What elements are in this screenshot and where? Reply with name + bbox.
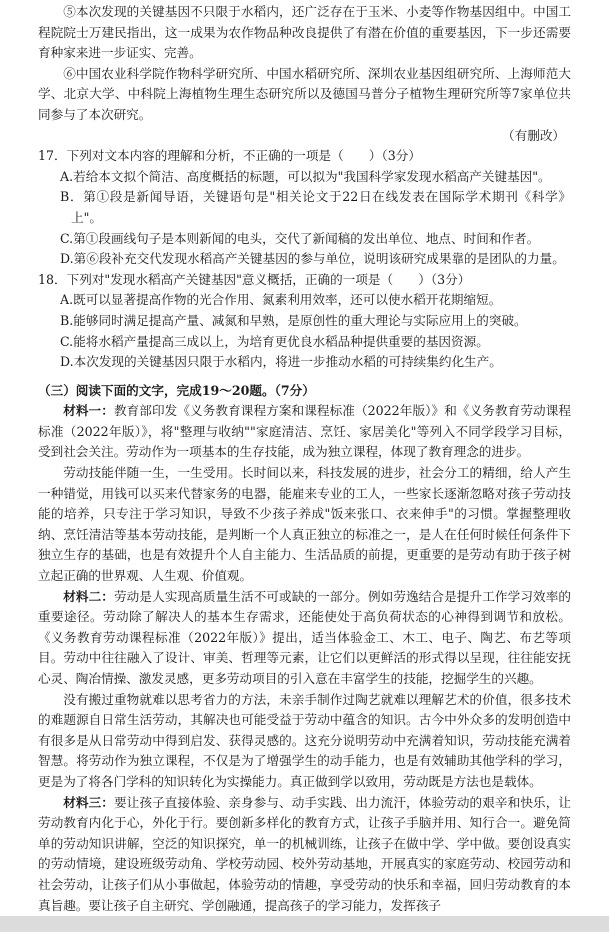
material-2-paragraph-1: [38, 587, 571, 690]
question-17-option-b: B．第①段是新闻导语，关键语句是"相关论文于22日在线发表在国际学术期刊《科学》上"。: [60, 189, 571, 225]
page-bottom-band: [0, 916, 609, 932]
question-18: [38, 270, 571, 373]
material-2-paragraph-2: 没有搬过重物就难以思考省力的方法，未亲手制作过陶艺就难以理解艺术的价值，很多技术的难题源自日常生活劳动，其解决也可能受益于劳动中蕴含的知识。古今中外众多的发明创造中有很多是从日常劳动中得到启发、获得灵感的。这充分说明劳动中充满着知识，劳动技能充满着智慧。将劳动作为独立课程，不仅是为了增强学生的动手能力，也是有效辅助其他学科的学习，更是为了将各门学科的知识转化为实操能力。真正做到学以致用，劳动既是方法也是载体。: [38, 691, 571, 789]
question-17-option-d: D.第⑥段补充交代发现水稻高产关键基因的参与单位，说明该研究成果靠的是团队的力量。: [60, 251, 565, 267]
question-17-option-a: A.若给本文拟个简洁、高度概括的标题，可以拟为"我国科学家发现水稻高产关键基因"。: [60, 168, 551, 184]
material-2-label: 材料二：: [63, 588, 114, 604]
material-1-paragraph-1: [38, 401, 571, 463]
question-18-option-d: D.本次发现的关键基因只限于水稻内，将进一步推动水稻的可持续集约化生产。: [60, 354, 502, 370]
question-17-option-c: C.第①段画线句子是本则新闻的电头，交代了新闻稿的发出单位、地点、时间和作者。: [60, 230, 540, 246]
source-note: （有删改）: [502, 127, 565, 143]
question-18-option-b: B.能够同时满足提高产量、减氮和早熟，是原创性的重大理论与实际应用上的突破。: [60, 312, 527, 328]
question-18-option-c: C.能将水稻产量提高三成以上，为培育更优良水稻品种提供重要的基因资源。: [60, 333, 489, 349]
question-18-option-a: A.既可以显著提高作物的光合作用、氮素利用效率，还可以使水稻开花期缩短。: [60, 292, 502, 308]
material-3-text-1: 要让孩子直接体验、亲身参与、动手实践、出力流汗，体验劳动的艰辛和快乐，让劳动教育内化于心，外化于行。要创新多样化的教育方式，让孩子手脑并用、知行合一。避免简单的劳动知识讲解，空泛的知识探究，单一的机械训练，让孩子在做中学、学中做。要创设真实的劳动情境，建设班级劳动角、学校劳动园、校外劳动基地，开展真实的家庭劳动、校园劳动和社会劳动，让孩子们从小事做起，体验劳动的情趣，享受劳动的快乐和幸福，回归劳动教育的本真旨趣。要让孩子自主研究、学创融通，提高孩子的学习能力，发挥孩子: [38, 794, 572, 913]
question-17: [38, 146, 571, 270]
material-2-text-1: 劳动是人实现高质量生活不可或缺的一部分。例如劳逸结合是提升工作学习效率的重要途径。劳动除了解决人的基本生存需求，还能使处于高负荷状态的心神得到调节和放松。《义务教育劳动课程标准（2022年版）》提出，适当体验金工、木工、电子、陶艺、布艺等项目。劳动中往往融入了设计、审美、哲理等元素，让它们以更鲜活的形式得以呈现，往往能安抚心灵、陶冶情操、激发灵感，更多劳动项目的引入意在丰富学生的技能，挖掘学生的兴趣。: [38, 588, 572, 686]
question-17-stem: 17．下列对文本内容的理解和分析，不正确的一项是（ ）（3分）: [38, 148, 421, 164]
paragraph-5: ⑤本次发现的关键基因不只限于水稻内，还广泛存在于玉米、小麦等作物基因组中。中国工程院院士万建民指出，这一成果为农作物品种改良提供了有潜在价值的重要基因，下一步还需要育种家来进一步证实、完善。: [38, 4, 571, 61]
material-3-label: 材料三：: [63, 794, 114, 810]
material-1-paragraph-2: 劳动技能伴随一生，一生受用。长时间以来，科技发展的进步，社会分工的精细，给人产生一种错觉，用钱可以买来代替家务的电器，能雇来专业的工人，一些家长逐渐忽略对孩子劳动技能的培养，只专注于学习知识，导致不少孩子养成"饭来张口、衣来伸手"的习惯。掌握整理收纳、烹饪清洁等基本劳动技能，是判断一个人真正独立的标准之一，是人在任何时候任何条件下独立生存的基础，也是有效提升个人自主能力、生活品质的前提，更重要的是劳动有助于孩子树立起正确的世界观、人生观、价值观。: [38, 465, 571, 584]
section-3-heading: （三）阅读下面的文字，完成19～20题。（7分）: [38, 382, 315, 398]
material-1-text-1: 教育部印发《义务教育课程方案和课程标准（2022年版）》和《义务教育劳动课程标准（2022年版）》，将"整理与收纳""家庭清洁、烹饪、家居美化"等列入不同学段学习目标，受到社会关注。劳动作为一项基本的生存技能，成为独立课程，体现了教育理念的进步。: [38, 403, 571, 460]
material-3-paragraph-1: [38, 793, 571, 917]
question-18-stem: 18．下列对"发现水稻高产关键基因"意义概括，正确的一项是（ ）（3分）: [38, 271, 471, 287]
paragraph-6: ⑥中国农业科学院作物科学研究所、中国水稻研究所、深圳农业基因组研究所、上海师范大学、北京大学、中科院上海植物生理生态研究所以及德国马普分子植物生理研究所等7家单位共同参与了本次研究。: [38, 65, 571, 122]
material-1-label: 材料一：: [63, 403, 114, 419]
